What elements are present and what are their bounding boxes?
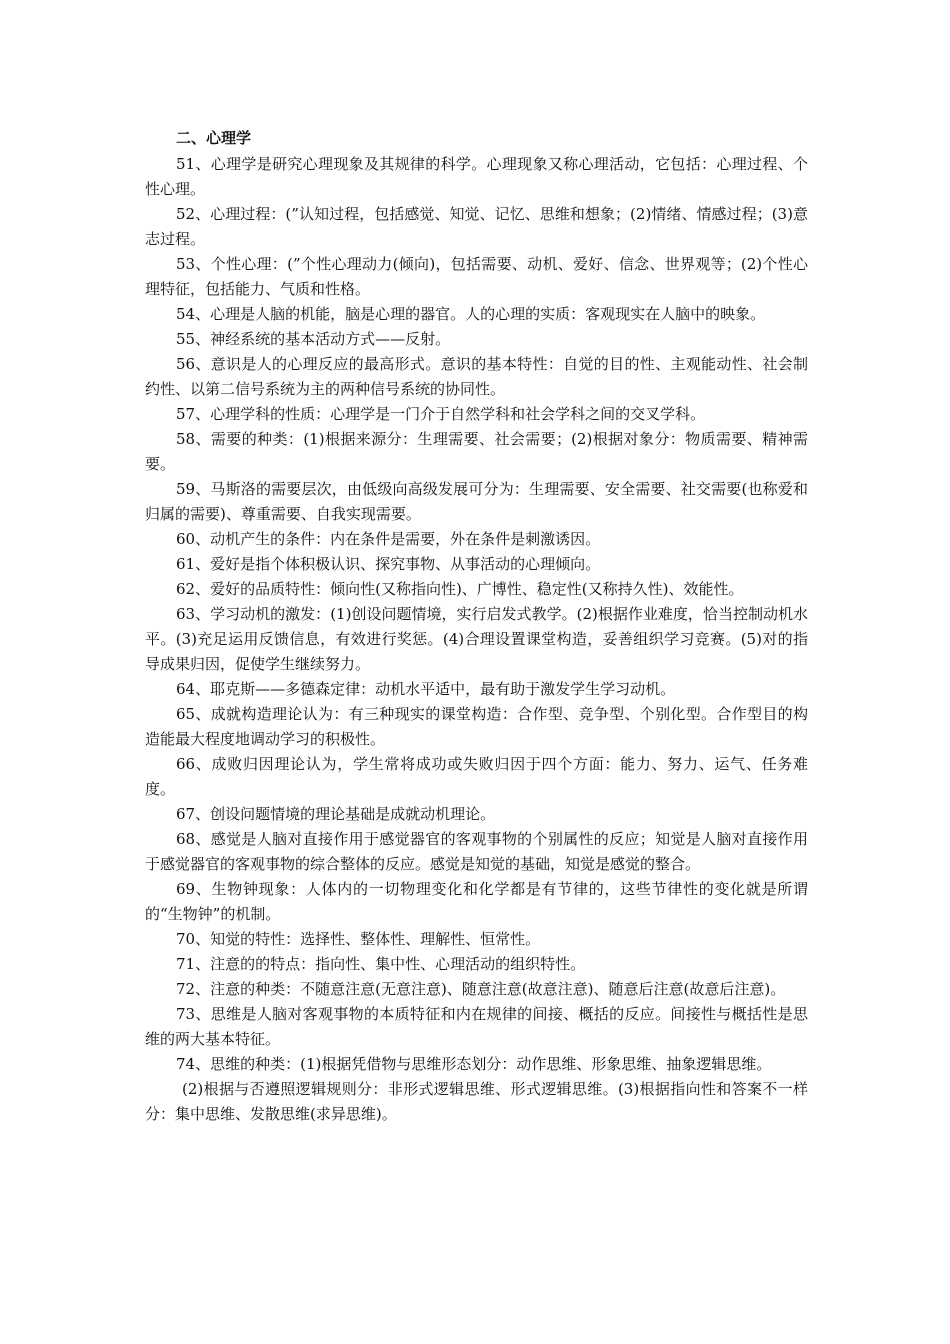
document-page (145, 126, 808, 1127)
paragraph-55: 55、神经系统的基本活动方式——反射。 (176, 330, 451, 348)
paragraph-61: 61、爱好是指个体积极认识、探究事物、从事活动的心理倾向。 (176, 555, 601, 573)
paragraph-69: 69、生物钟现象：人体内的一切物理变化和化学都是有节律的，这些节律性的变化就是所谓的“生物钟”的机制。 (145, 880, 808, 923)
paragraph-71: 71、注意的的特点：指向性、集中性、心理活动的组织特性。 (176, 955, 586, 973)
paragraph-70: 70、知觉的特性：选择性、整体性、理解性、恒常性。 (176, 930, 541, 948)
paragraph-52: 52、心理过程：(”认知过程，包括感觉、知觉、记忆、思维和想象；(2)情绪、情感过程；(3)意志过程。 (145, 205, 808, 248)
section-heading: 二、心理学 (176, 129, 252, 147)
paragraph-56: 56、意识是人的心理反应的最高形式。意识的基本特性：自觉的目的性、主观能动性、社会制约性、以第二信号系统为主的两种信号系统的协同性。 (145, 355, 808, 398)
paragraph-62: 62、爱好的品质特性：倾向性(又称指向性)、广博性、稳定性(又称持久性)、效能性。 (176, 580, 744, 598)
paragraph-66: 66、成败归因理论认为，学生常将成功或失败归因于四个方面：能力、努力、运气、任务难度。 (145, 755, 808, 798)
paragraph-53: 53、个性心理：(”个性心理动力(倾向)，包括需要、动机、爱好、信念、世界观等；(2)个性心理特征，包括能力、气质和性格。 (145, 255, 808, 298)
paragraph-72: 72、注意的种类：不随意注意(无意注意)、随意注意(故意注意)、随意后注意(故意后注意)。 (176, 980, 786, 998)
paragraph-58: 58、需要的种类：(1)根据来源分：生理需要、社会需要；(2)根据对象分：物质需要、精神需要。 (145, 430, 808, 473)
paragraph-74-continued: (2)根据与否遵照逻辑规则分：非形式逻辑思维、形式逻辑思维。(3)根据指向性和答案不一样分：集中思维、发散思维(求异思维)。 (145, 1080, 808, 1123)
paragraph-67: 67、创设问题情境的理论基础是成就动机理论。 (176, 805, 496, 823)
paragraph-65: 65、成就构造理论认为：有三种现实的课堂构造：合作型、竞争型、个别化型。合作型目的构造能最大程度地调动学习的积极性。 (145, 705, 808, 748)
paragraph-74: 74、思维的种类：(1)根据凭借物与思维形态划分：动作思维、形象思维、抽象逻辑思维。 (176, 1055, 772, 1073)
paragraph-60: 60、动机产生的条件：内在条件是需要，外在条件是刺激诱因。 (176, 530, 601, 548)
paragraph-68: 68、感觉是人脑对直接作用于感觉器官的客观事物的个别属性的反应；知觉是人脑对直接作用于感觉器官的客观事物的综合整体的反应。感觉是知觉的基础，知觉是感觉的整合。 (145, 830, 808, 873)
paragraph-57: 57、心理学科的性质：心理学是一门介于自然学科和社会学科之间的交叉学科。 (176, 405, 706, 423)
paragraph-73: 73、思维是人脑对客观事物的本质特征和内在规律的间接、概括的反应。间接性与概括性是思维的两大基本特征。 (145, 1005, 808, 1048)
paragraph-51: 51、心理学是研究心理现象及其规律的科学。心理现象又称心理活动，它包括：心理过程、个性心理。 (145, 155, 808, 198)
paragraph-64: 64、耶克斯——多德森定律：动机水平适中，最有助于激发学生学习动机。 (176, 680, 676, 698)
paragraph-54: 54、心理是人脑的机能，脑是心理的器官。人的心理的实质：客观现实在人脑中的映象。 (176, 305, 766, 323)
paragraph-63: 63、学习动机的激发：(1)创设问题情境，实行启发式教学。(2)根据作业难度，恰当控制动机水平。(3)充足运用反馈信息，有效进行奖惩。(4)合理设置课堂构造，妥善组织学习竞赛。(5)对的指导成果归因，促使学生继续努力。 (145, 605, 808, 673)
paragraph-59: 59、马斯洛的需要层次，由低级向高级发展可分为：生理需要、安全需要、社交需要(也称爱和归属的需要)、尊重需要、自我实现需要。 (145, 480, 808, 523)
